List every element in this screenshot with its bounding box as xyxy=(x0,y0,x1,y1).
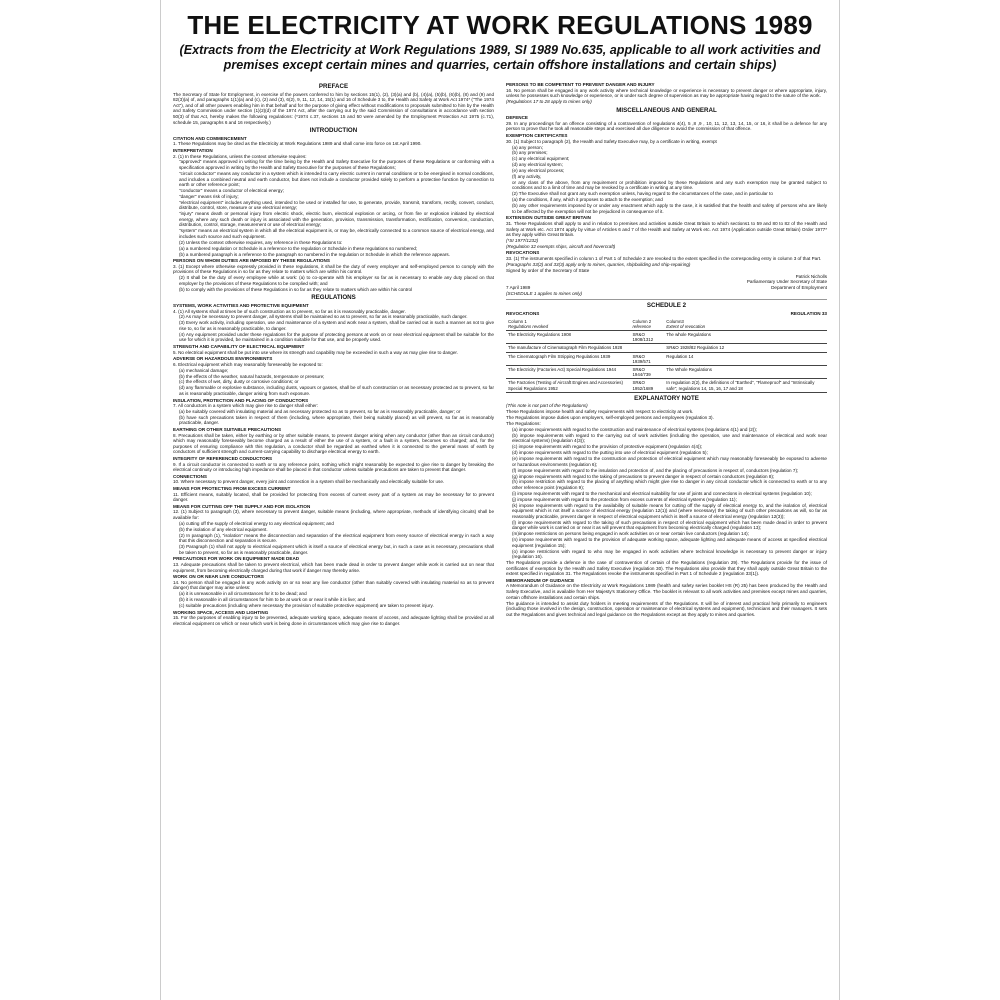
paragraph: 12. (1) Subject to paragraph (3), where necessary to prevent danger, suitable means (including, where appropriate, methods of identifying circuits) shall be available for: xyxy=(173,509,494,520)
clause-item: (a) any person; xyxy=(512,144,543,150)
subsection-heading: MEANS FOR PROTECTING FROM EXCESS CURRENT xyxy=(173,486,291,492)
clause-item: (d) any electrical system; xyxy=(512,162,563,168)
table-cell xyxy=(630,344,664,352)
signatory-role: Parliamentary Under Secretary of State xyxy=(746,279,827,285)
clause-item: (b) have such precautions taken in respect of them (including, where appropriate, their being suitably placed) as will prevent, so far as is reasonably practicable, danger. xyxy=(179,414,494,426)
table-cell: The whole Regulations xyxy=(664,331,827,344)
clause-item: (b) impose requirements with regard to the carrying out of work activities (including the operation, use and maintenance of electrical and work near electrical systems) (regulation 4(3)); xyxy=(512,432,827,444)
clause-item: (e) impose requirements with regard to the construction and protection of electrical equipment which may reasonably foreseeably be exposed to adverse or hazardous environments (regulation 6); xyxy=(512,456,827,467)
table-cell: SR&O 1952/1689 xyxy=(630,379,664,392)
paragraph: The Regulations: xyxy=(506,421,541,427)
clause-item: or any class of the above, from any requirement or prohibition imposed by these Regulations and any such exemption may be granted subject to conditions and to a limit of time and may be revoked by a certificate in writing at any time. xyxy=(512,179,827,191)
paragraph: The Secretary of State for Employment, in exercise of the powers conferred to him by sections 15(1), (2), (3)(a) and (b), (4)(a), (5)(b), (6)(b), (8) and (9) and 82(3)(a) of, and paragraphs 1(1)(a) and (c), (2) and (3), 6(2), 9, 11, 12, 14, 15(1) and 16 of Schedule 3 to, the Health and Safety at Work Act 1974* ("The 1974 Act"), and of all other powers enabling him in that behalf and for the purpose of giving effect without modifications to proposals submitted to him by the Health and Safety Commission under section (1)(2)(d) of the 1974 Act, after the carrying out by the said Commission of consultations in accordance with section 50(3) of that Act, hereby makes the following regulations: (*1974 c.37, sections 15 and 50 were amended by the Employment Protection Act 1975 (c.71), schedule 15, paragraphs 6 and 16 respectively.) xyxy=(173,91,494,125)
subsection-heading: INTEGRITY OF REFERENCED CONDUCTORS xyxy=(173,456,273,462)
section-heading: MISCELLANEOUS AND GENERAL xyxy=(616,106,717,114)
paragraph: The Regulations provide a defence in the case of contravention of certain of the Regulations (regulation 29). The Regulations provide for the issue of certificates of exemption by the Health and Safety Executive (regulation 30). The Regulations also provide that they shall apply outside Great Britain to the extent specified in regulation 31. The Regulations revoke the instruments specified in Part 1 of Schedule 2 (regulation 33(1)). xyxy=(506,560,827,577)
section-heading: EXPLANATORY NOTE xyxy=(634,394,699,402)
signature-block xyxy=(506,274,827,297)
table-cell: The Whole Regulations xyxy=(664,366,827,379)
italic-note: (*SI 1977/1232) xyxy=(506,238,539,243)
paragraph: 5. No electrical equipment shall be put into use where its strength and capability may be exceeded in such a way as may give rise to danger. xyxy=(173,349,458,355)
subsection-heading: PERSONS TO BE COMPETENT TO PREVENT DANGER AND INJURY xyxy=(506,82,655,87)
table-cell: The Cinematograph Film Stripping Regulations 1939 xyxy=(506,352,630,365)
schedule-note: (SCHEDULE 1 applies to mines only) xyxy=(506,290,583,296)
clause-item: (3) Every work activity, including operation, use and maintenance of a system and work near a system, shall be carried out in such a manner as not to give rise to, so far as is reasonably practicable, to danger. xyxy=(179,320,494,331)
paragraph: The guidance is intended to assist duty holders in meeting requirements of the Regulations. It will be of interest and practical help primarily to engineers (including those involved in the design, construction, operation or maintenance of electrical systems and equipment), technicians and their managers. It sets out the Regulations and gives technical and legal guidance on the Regulations except as they apply to mines and quarries. xyxy=(506,600,827,617)
schedule-col-header: Column 2 reference xyxy=(630,318,664,331)
paragraph: Signed by order of the Secretary of State xyxy=(506,267,590,273)
subsection-heading: PRECAUTIONS FOR WORK ON EQUIPMENT MADE DEAD xyxy=(173,556,300,562)
clause-item: (h) impose restriction with regard to the placing of anything which might give rise to danger in any circuit conductor which is connected to earth or to any other reference point (regulation 9); xyxy=(512,479,827,491)
clause-item: (a) mechanical damage; xyxy=(179,367,229,373)
clause-item: (b) any other requirements imposed by or under any enactment which apply to the case, it is satisfied that the health and safety of persons who are likely to be affected by the exemption will not be prejudiced in consequence of it. xyxy=(512,203,827,214)
italic-note: (Paragraphs 33(2) and 33(3) apply only to mines, quarries, shipbuilding and ship-repairing) xyxy=(506,261,691,267)
table-cell: In regulation 2(2), the definitions of "Earthed", "Flameproof" and "Intrinsically safe"; regulations 14, 15, 16, 17 and 18 xyxy=(664,379,827,392)
subsection-heading: EXTENSION OUTSIDE GREAT BRITAIN xyxy=(506,215,591,221)
clause-item: (b) it is reasonable in all circumstances for him to be at work on or near it while it is live; and xyxy=(179,597,366,603)
table-cell: The manufacture of Cinematograph Film Regulations 1928 xyxy=(506,344,630,352)
clause-item: (a) a numbered regulation or Schedule is a reference to the regulation or Schedule in these regulations so numbered; xyxy=(179,245,418,251)
schedule-col-header: Column3 Extent of revocation xyxy=(664,318,827,331)
clause-item: (b) the isolation of any electrical equipment. xyxy=(179,526,268,532)
paragraph: 33. (1) The instruments specified in column 1 of Part 1 of Schedule 2 are revoked to the extent specified in the corresponding entry in column 3 of that Part. xyxy=(506,256,822,262)
clause-item: (2) Unless the context otherwise requires, any reference in these Regulations to: xyxy=(179,239,343,245)
divider xyxy=(506,299,827,300)
signatory-dept: Department of Employment xyxy=(771,285,827,291)
clause-item: (b) to comply with the provisions of these Regulations in so far as they relate to matters which are within his control xyxy=(179,286,413,292)
subsection-heading: EXEMPTION CERTIFICATES xyxy=(506,133,568,139)
clause-item: "circuit conductor" means any conductor in a system which is intended to carry electric current in normal conditions or to be energised in normal conditions, and includes a combined neutral and earth conductor, but does not include a conductor provided solely to perform a protective function by connection to earth or other reference point; xyxy=(179,170,494,188)
section-heading: PREFACE xyxy=(318,83,349,90)
clause-item: (a) be suitably covered with insulating material and as necessary protected so as to prevent, so far as is reasonably practicable, danger; or xyxy=(179,409,461,414)
clause-item: (e) any electrical process; xyxy=(512,168,565,174)
paragraph: 15. For the purposes of enabling injury to be prevented, adequate working space, adequate means of access, and adequate lighting shall be provided at all electrical equipment on which or near which work is being done in circumstances which may give rise to danger. xyxy=(173,615,494,626)
subsection-heading: REVOCATIONS xyxy=(506,250,540,256)
paragraph: 16. No person shall be engaged in any work activity where technical knowledge or experience is necessary to prevent danger or where appropriate, injury, unless he possesses such knowledge or experience, or is under such degree of supervision as may be appropriate having regard to the nature of the work. xyxy=(506,87,827,99)
right-top-section xyxy=(506,82,827,273)
clause-item: (b) a numbered paragraph is a reference to the paragraph so numbered in the regulation or Schedule in which the reference appears. xyxy=(179,251,450,257)
clause-item: (a) impose requirements with regard to the construction and maintenance of electrical systems (regulations 4(1) and (2)); xyxy=(512,427,758,432)
left-column xyxy=(173,81,494,627)
italic-note: (Regulation 32 exempts ships, aircraft and hovercraft) xyxy=(506,243,616,249)
paragraph: 3. (1) Except where otherwise expressly provided in these regulations, it shall be the duty of every employer and self-employed person to comply with the provisions of these Regulations in so far as they relate to matters which are within his control. xyxy=(173,263,494,275)
table-cell: SR&O 1908/1312 xyxy=(630,331,664,344)
paragraph: 10. Where necessary to prevent danger, every joint and connection in a system shall be mechanically and electrically suitable for use. xyxy=(173,479,445,485)
paragraph: The Regulations impose duties upon employers, self-employed persons and employees (regulation 3). xyxy=(506,415,714,421)
clause-item: (f) any activity, xyxy=(512,173,542,179)
signature-date: 7 April 1989 xyxy=(506,284,531,290)
paragraph: A Memorandum of Guidance on the Electricity at Work Regulations 1989 (health and safety series booklet HS (R) 25) has been produced by the Health and Safety Executive, and is available from Her Majesty's Stationery Office. The booklet is relevant to all work activities and premises except mines and quarries, certain offshore installations and certain ships. xyxy=(506,583,827,600)
clause-item: (a) cutting off the supply of electrical energy to any electrical equipment; and xyxy=(179,520,334,526)
subsection-heading: DEFENCE xyxy=(506,115,528,121)
subsection-heading: STRENGTH AND CAPABILITY OF ELECTRICAL EQUIPMENT xyxy=(173,343,305,349)
subsection-heading: CITATION AND COMMENCEMENT xyxy=(173,135,247,141)
paragraph: 13. Adequate precautions shall be taken to prevent electrical, which has been made dead in order to prevent danger while work is carried out on near that equipment, from becoming electrically charged during that work if danger may thereby arise. xyxy=(173,561,494,573)
clause-item: (2) In paragraph (1), "isolation" means the disconnection and separation of the electrical equipment from every source of electrical energy in such a way that this disconnection and separation is secure. xyxy=(179,532,494,544)
table-row xyxy=(506,366,827,379)
clause-item: (l) impose requirements with regard to the taking of such precautions in respect of electrical equipment which has been made dead in order to prevent danger while work is carried on or near it as will prevent that equipment from becoming electrically charged (regulation 13); xyxy=(512,519,827,531)
paragraph: 9. If a circuit conductor is connected to earth or to any reference point, nothing which might reasonably be expected to give rise to danger by breaking the electrical continuity or introducing high impedance shall be placed in that conductor unless suitable precautions are taken to prevent that danger. xyxy=(173,461,494,473)
subsection-heading: WORKING SPACE, ACCESS AND LIGHTING xyxy=(173,609,269,615)
subsection-heading: ADVERSE OR HAZARDOUS ENVIRONMENTS xyxy=(173,356,273,362)
clause-item: (3) Paragraph (1) shall not apply to electrical equipment which is itself a source of electrical energy but, in such a case as is necessary, precautions shall be taken to prevent, so far as is reasonably practicable, danger. xyxy=(179,544,494,555)
clause-item: (n) impose requirements with regard to the provision of adequate working space, adequate lighting and adequate means of access at specified electrical equipment (regulation 15); xyxy=(512,537,827,548)
right-column xyxy=(506,81,827,627)
paragraph: 8. Precautions shall be taken, either by earthing or by other suitable means, to prevent danger arising when any conductor (other than an circuit conductor) which may reasonably foreseeably become charged as a result of either the use of a system, or a fault in a system, becomes so charged; and, for the purposes of ensuring compliance with this regulation, a conductor shall be regarded as earthed when it is connected to the general mass of earth by conductors of sufficient strength and current-carrying capability to discharge electrical energy to earth. xyxy=(173,432,494,455)
paragraph: 29. In any proceedings for an offence consisting of a contravention of regulations 4(4), 5 ,8 ,9 , 10, 11, 12, 13, 14, 15, or 16, it shall be a defence for any person to prove that he took all reasonable steps and exercised all due diligence to avoid the commission of that offence. xyxy=(506,120,827,132)
table-cell: SR&O 1928/82 Regulation 12 xyxy=(664,344,827,352)
clause-item: (d) impose requirements with regard to the putting into use of electrical equipment (regulation 5); xyxy=(512,450,708,456)
columns xyxy=(173,81,827,627)
clause-item: (k) impose requirements with regard to the availability of suitable means for cutting off the supply of electrical energy to, and the isolation of, electrical equipment which is not itself a source of electrical energy (regulation 12(1)) and (where necessary) the taking of such other precautions as will, so far as reasonably practicable, prevent danger in respect of electrical equipment which is itself a source of electrical energy (regulation 12(3)); xyxy=(512,502,827,519)
schedule-right-label: REGULATION 33 xyxy=(790,311,827,317)
schedule-col-header: Column 1 Regulations revoked xyxy=(506,318,630,331)
table-row xyxy=(506,352,827,365)
table-cell: The Factories (Testing of Aircraft Engines and Accessories) Special Regulations 1952 xyxy=(506,379,630,392)
subsection-heading: PERSONS ON WHOM DUTIES ARE IMPOSED BY THESE REGULATIONS xyxy=(173,258,330,264)
clause-item: (b) any premises; xyxy=(512,150,548,156)
explanatory-note xyxy=(506,396,827,618)
subsection-heading: INTERPRETATION xyxy=(173,147,213,153)
paragraph: 14. No person shall be engaged in any work activity on or so near any live conductor (other than suitably covered with insulating material so as to prevent danger) that danger may arise unless: xyxy=(173,579,494,591)
subsection-heading: CONNECTIONS xyxy=(173,473,207,479)
schedule-labels xyxy=(506,311,827,317)
clause-item: (a) it is unreasonable in all circumstances for it to be dead; and xyxy=(179,591,307,597)
schedule-heading: SCHEDULE 2 xyxy=(646,302,687,310)
subsection-heading: MEMORANDUM OF GUIDANCE xyxy=(506,577,575,583)
clause-item: (c) impose requirements with regard to the provision of protective equipment (regulation 4(4)); xyxy=(512,444,703,450)
italic-note: (Regulations 17 to 28 apply to mines only) xyxy=(506,99,592,105)
clause-item: "danger" means risk of injury; xyxy=(179,193,239,199)
clause-item: (c) suitable precautions (including where necessary the provision of suitable protective equipment) are taken to prevent injury. xyxy=(179,602,434,608)
paragraph: 11. Efficient means, suitably located, shall be provided for protecting from excess of current every part of a system as may be necessary for to prevent danger. xyxy=(173,491,494,503)
paragraph: 6. Electrical equipment which may reasonably foreseeably be exposed to: xyxy=(173,361,323,367)
paragraph: 2. (1) In these Regulations, unless the context otherwise requires: xyxy=(173,153,307,159)
table-cell: Regulation 14 xyxy=(664,352,827,365)
clause-item: (4) Any equipment provided under these regulations for the purpose of protecting persons at work on or near electrical equipment shall be suitable for the use for which it is provided, be maintained in a condition suitable for that use, and be properly used. xyxy=(179,331,494,343)
clause-item: "approved" means approved in writing for the time being by the Health and Safety Executive for the purposes of these Regulations or conforming with a specification approved in writing by the Health and Safety Executive for the purposes of these Regulations; xyxy=(179,159,494,171)
clause-item: (2) The Executive shall not grant any such exemption unless, having regard to the circumstances of the case, and in particular to xyxy=(512,191,773,197)
table-row xyxy=(506,379,827,392)
clause-item: (a) the conditions, if any, which it proposes to attach to the exemption; and xyxy=(512,197,663,203)
clause-item: (2) As may be necessary to prevent danger, all systems shall be maintained so as to prevent, so far as is reasonably practicable, such danger. xyxy=(179,314,468,320)
paragraph: 30. (1) Subject to paragraph (2), the Health and Safety Executive may, by a certificate in writing, exempt xyxy=(506,138,717,144)
page-title: THE ELECTRICITY AT WORK REGULATIONS 1989 xyxy=(187,10,813,40)
subsection-heading: WORK ON OR NEAR LIVE CONDUCTORS xyxy=(173,574,264,580)
table-cell: SR&O 1939/571 xyxy=(630,352,664,365)
table-cell: SR&O 1944/739 xyxy=(630,366,664,379)
clause-item: (c) the effects of wet, dirty, dusty or corrosive conditions; or xyxy=(179,379,299,385)
clause-item: "electrical equipment" includes anything used, intended to be used or installed for use, to generate, provide, transmit, transform, rectify, convert, conduct, distribute, control, store, measure or use electrical energy; xyxy=(179,199,494,211)
table-row xyxy=(506,331,827,344)
subsection-heading: EARTHING OR OTHER SUITABLE PRECAUTIONS xyxy=(173,427,282,433)
clause-item: (j) impose requirements with regard to the protection from excess currents of electrical systems (regulation 11); xyxy=(512,496,737,502)
subsection-heading: MEANS FOR CUTTING OFF THE SUPPLY AND FOR ISOLATION xyxy=(173,503,311,509)
clause-item: (b) the effects of the weather, natural hazards, temperature or pressure; xyxy=(179,373,325,379)
subsection-heading: INSULATION, PROTECTION AND PLACING OF CONDUCTORS xyxy=(173,397,309,403)
table-cell: The Electricity Regulations 1908 xyxy=(506,331,630,344)
clause-item: (f) impose requirements with regard to the insulation and protection of, and the placing of precautions in respect of, conductors (regulation 7); xyxy=(512,467,799,473)
table-row xyxy=(506,344,827,352)
table-cell: The Electricity (Factories Act) Special Regulations 1944 xyxy=(506,366,630,379)
italic-note: (This note is not part of the Regulations) xyxy=(506,403,588,409)
schedule-left-label: REVOCATIONS xyxy=(506,311,540,317)
clause-item: "system" means an electrical system in which all the electrical equipment is, or may be, electrically connected to a common source of electrical energy, and includes such source and such equipment. xyxy=(179,228,494,239)
clause-item: "injury" means death or personal injury from electric shock, electric burn, electrical explosion or arcing, or from fire or explosion initiated by electrical energy, where any such death or injury is associated with the generation, provision, transmission, transformation, rectification, conversion, conduction, distribution, control, storage, measurement or use of electrical energy; xyxy=(179,211,494,228)
paragraph: 31. These Regulations shall apply to and in relation to premises and activities outside Great Britain to which sections1 to 59 and 80 to 82 of the Health and Safety at Work etc. Act 1974 apply by virtue of Articles 6 and 7 of the Health and Safety at Work etc. Act 1974 (Application outside Great Britain) Order 1977* as they apply within Great Britain. xyxy=(506,220,827,238)
signatory-name: Patrick Nicholls xyxy=(795,273,827,279)
schedule-table xyxy=(506,318,827,393)
paragraph: 1. These Regulations may be cited as the Electricity at Work Regulations 1989 and shall come into force on 1st April 1990. xyxy=(173,141,422,147)
subsection-heading: SYSTEMS, WORK ACTIVITIES AND PROTECTIVE EQUIPMENT xyxy=(173,302,309,308)
paragraph: These Regulations impose health and safety requirements with respect to electricity at work. xyxy=(506,409,694,415)
section-heading: REGULATIONS xyxy=(311,294,356,302)
regulations-poster xyxy=(160,0,840,1000)
clause-item: (i) impose requirements with regard to the mechanical and electrical suitability for use of joints and connections in electrical systems (regulation 10); xyxy=(512,490,812,496)
clause-item: (g) impose requirements with regard to the taking of precautions to prevent danger in respect of certain conductors (regulation 8); xyxy=(512,473,775,479)
clause-item: (d) any flammable or explosive substance, including dusts, vapours or gasses, shall be of such construction or as necessary protected as to prevent, so far as is reasonably practicable, danger arising from such exposure. xyxy=(179,385,494,396)
clause-item: (2) It shall be the duty of every employee while at work: (a) to co-operate with his employer so far as is necessary to enable any duty placed on that employer by the provisions of these Regulations to be complied with; and xyxy=(179,275,494,286)
clause-item: (o) impose restrictions with regard to who may be engaged in work activities where technical knowledge is necessary to prevent danger or injury (regulation 16). xyxy=(512,548,827,560)
paragraph: 7. All conductors in a system which may give rise to danger shall either: xyxy=(173,403,319,409)
clause-item: (m)impose restrictions on persons being engaged in work activities on or near certain live conductors (regulation 14); xyxy=(512,531,749,537)
paragraph: 4. (1) All systems shall at times be of such construction as to prevent, so far as it is reasonably practicable, danger. xyxy=(173,308,406,314)
schedule-header-row xyxy=(506,318,827,331)
page-subtitle: (Extracts from the Electricity at Work Regulations 1989, SI 1989 No.635, applicable to all work activities and premises except certain mines and quarries, certain offshore installations and certain ships) xyxy=(179,43,821,72)
section-heading: INTRODUCTION xyxy=(309,127,358,135)
clause-item: "conductor" means a conductor of electrical energy; xyxy=(179,187,284,193)
clause-item: (c) any electrical equipment; xyxy=(512,156,570,162)
